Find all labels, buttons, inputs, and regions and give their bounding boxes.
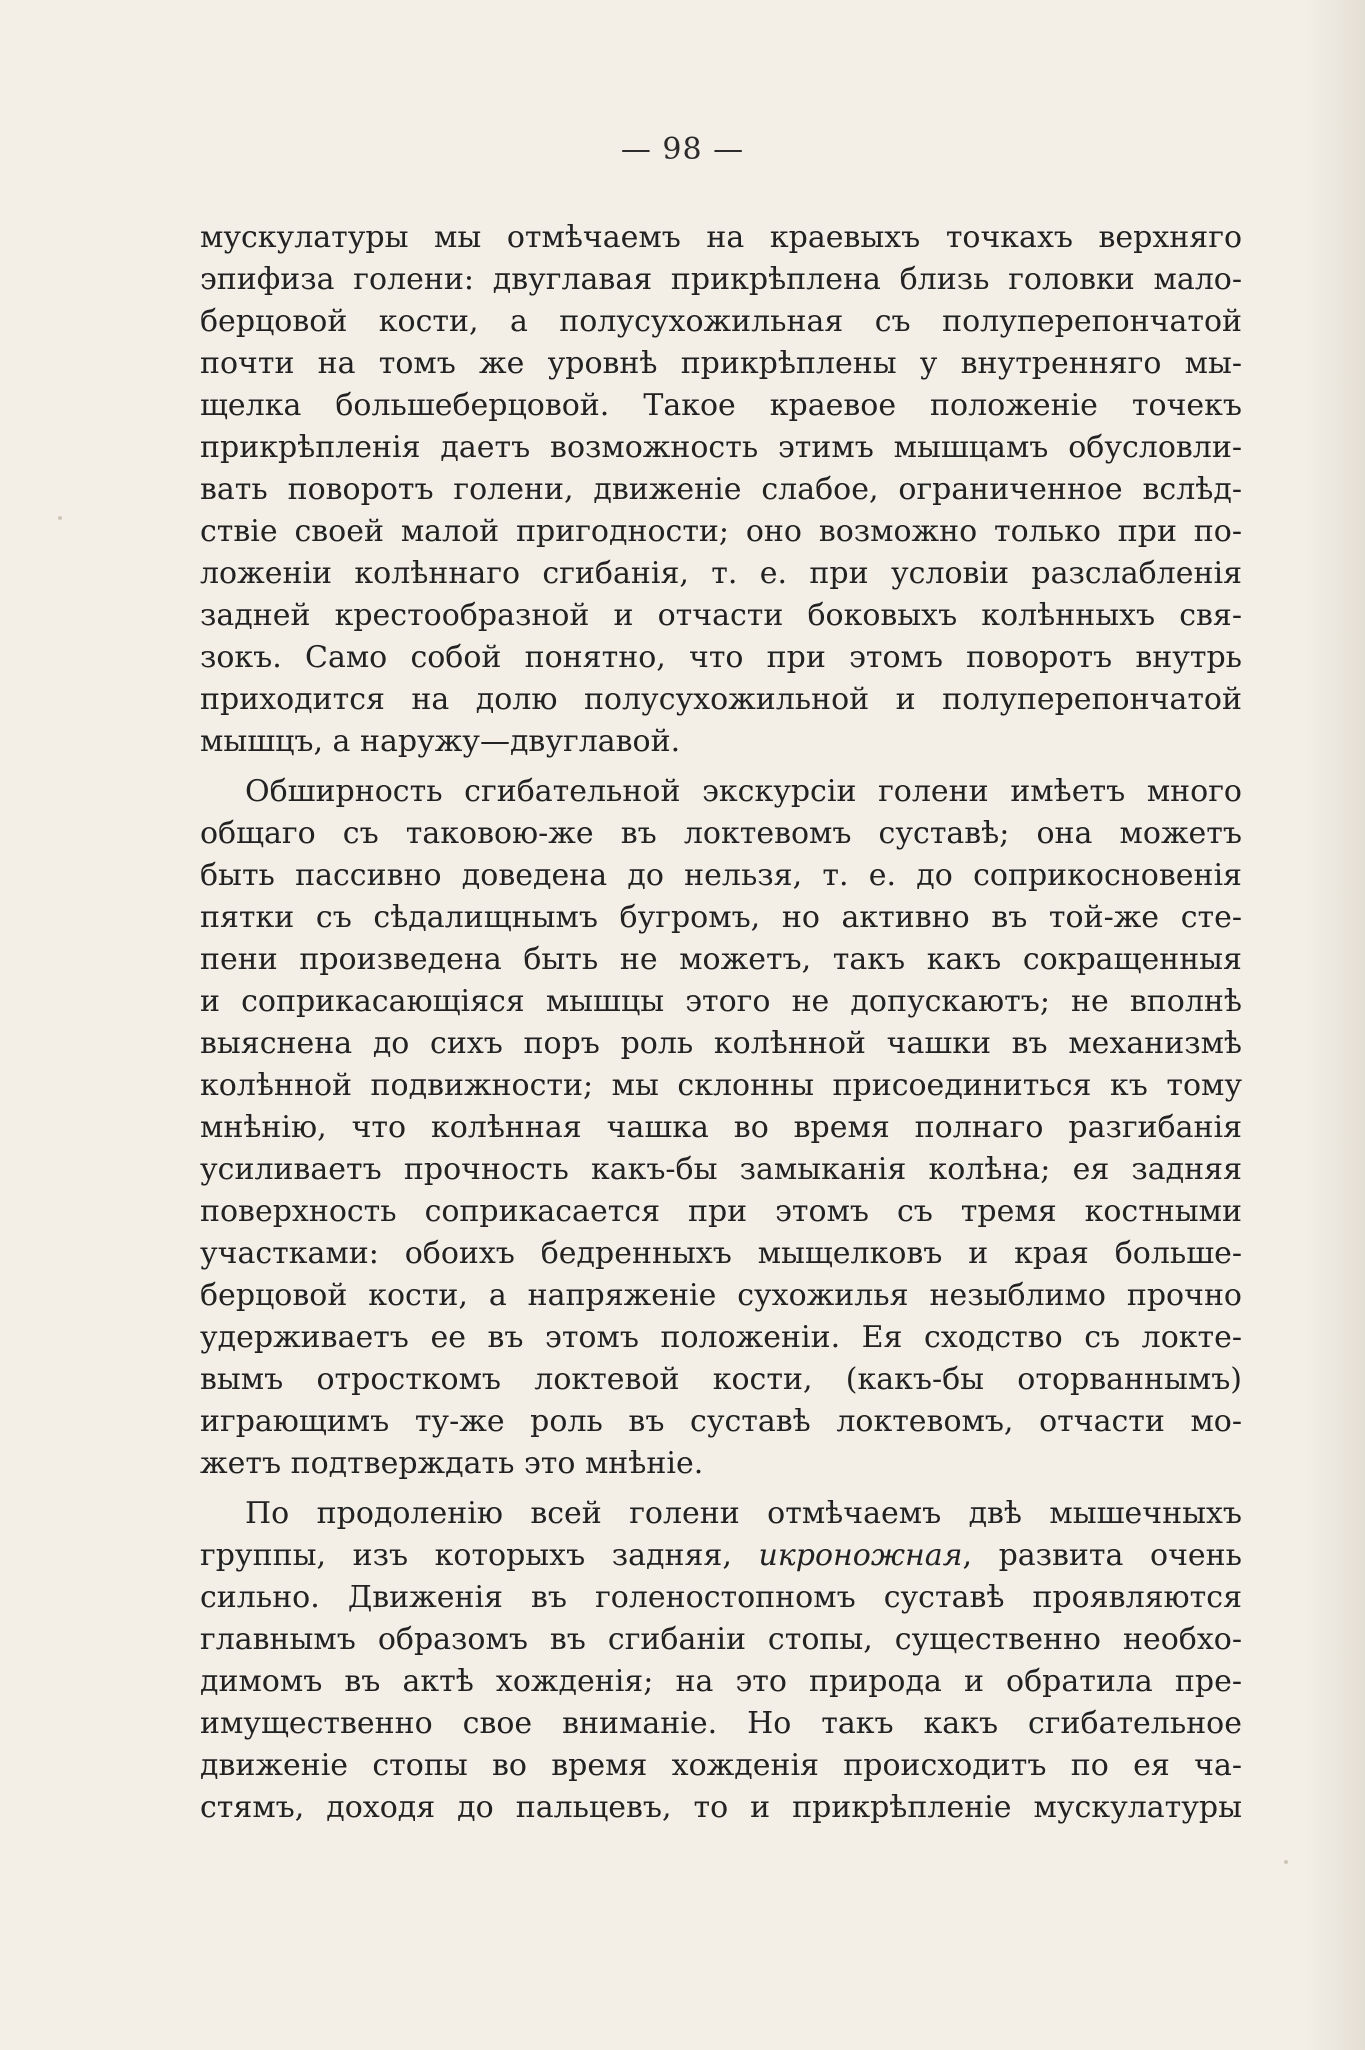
- text-line: удерживаетъ ее въ этомъ положенiи. Ея сходство съ локте-: [200, 1320, 1242, 1355]
- text-line: Обширность сгибательной экскурсiи голени имѣетъ много: [245, 774, 1242, 809]
- text-line: участками: обоихъ бедренныхъ мыщелковъ и края больше-: [200, 1236, 1242, 1271]
- text-line: берцовой кости, а напряженiе сухожилья незыблимо прочно: [200, 1278, 1242, 1313]
- text-fragment: группы, изъ которыхъ задняя,: [200, 1538, 732, 1573]
- text-line: димомъ въ актѣ хожденiя; на это природа и обратила пре-: [200, 1664, 1242, 1699]
- paragraph-gap: [200, 763, 1242, 771]
- text-line: сильно. Движенiя въ голеностопномъ суставѣ проявляются: [200, 1580, 1242, 1615]
- text-line: вымъ отросткомъ локтевой кости, (какъ-бы оторваннымъ): [200, 1362, 1242, 1397]
- text-fragment: , развита очень: [962, 1538, 1242, 1573]
- text-line: мускулатуры мы отмѣчаемъ на краевыхъ точкахъ верхняго: [200, 220, 1242, 255]
- text-line: мышцъ, а наружу—двуглавой.: [200, 724, 681, 759]
- italic-term: икроножная: [758, 1538, 963, 1573]
- paragraph-3: [200, 1493, 1242, 1829]
- text-line: По продоленiю всей голени отмѣчаемъ двѣ мышечныхъ: [245, 1496, 1242, 1531]
- text-line: ложенiи колѣннаго сгибанiя, т. е. при условiи разслабленiя: [200, 556, 1242, 591]
- page-number: — 98 —: [620, 132, 745, 167]
- text-line: и соприкасающiяся мышцы этого не допускаютъ; не вполнѣ: [200, 984, 1242, 1019]
- page-edge-shadow: [1305, 0, 1365, 2050]
- text-line: пятки съ сѣдалищнымъ бугромъ, но активно въ той-же сте-: [200, 900, 1242, 935]
- text-line: приходится на долю полусухожильной и полуперепончатой: [200, 682, 1242, 717]
- text-line: стямъ, доходя до пальцевъ, то и прикрѣпленiе мускулатуры: [200, 1790, 1242, 1825]
- text-line: движенiе стопы во время хожденiя происходитъ по ея ча-: [200, 1748, 1242, 1783]
- paragraph-2: [200, 771, 1242, 1485]
- text-line: поверхность соприкасается при этомъ съ тремя костными: [200, 1194, 1242, 1229]
- text-line: задней крестообразной и отчасти боковыхъ колѣнныхъ свя-: [200, 598, 1242, 633]
- text-line: общаго съ таковою-же въ локтевомъ суставѣ; она можетъ: [200, 816, 1242, 851]
- text-line: усиливаетъ прочность какъ-бы замыканiя колѣна; ея задняя: [200, 1152, 1242, 1187]
- paper-speck: [1284, 1860, 1288, 1864]
- text-line: играющимъ ту-же роль въ суставѣ локтевомъ, отчасти мо-: [200, 1404, 1242, 1439]
- text-line: почти на томъ же уровнѣ прикрѣплены у внутренняго мы-: [200, 346, 1242, 381]
- text-line: эпифиза голени: двуглавая прикрѣплена близь головки мало-: [200, 262, 1242, 297]
- text-line-with-italic: [200, 1535, 1242, 1577]
- text-line: зокъ. Само собой понятно, что при этомъ поворотъ внутрь: [200, 640, 1242, 675]
- text-line: мнѣнiю, что колѣнная чашка во время полнаго разгибанiя: [200, 1110, 1242, 1145]
- body-text: [200, 217, 1242, 1829]
- text-line: главнымъ образомъ въ сгибанiи стопы, существенно необхо-: [200, 1622, 1242, 1657]
- paragraph-1: [200, 217, 1242, 763]
- text-line: ствiе своей малой пригодности; оно возможно только при по-: [200, 514, 1242, 549]
- text-line: вать поворотъ голени, движенiе слабое, ограниченное вслѣд-: [200, 472, 1242, 507]
- text-line: выяснена до сихъ поръ роль колѣнной чашки въ механизмѣ: [200, 1026, 1242, 1061]
- text-line: пени произведена быть не можетъ, такъ какъ сокращенныя: [200, 942, 1242, 977]
- text-line: берцовой кости, а полусухожильная съ полуперепончатой: [200, 304, 1242, 339]
- paragraph-gap: [200, 1485, 1242, 1493]
- text-line: имущественно свое вниманiе. Но такъ какъ сгибательное: [200, 1706, 1242, 1741]
- text-line: прикрѣпленiя даетъ возможность этимъ мышцамъ обусловли-: [200, 430, 1242, 465]
- text-line: быть пассивно доведена до нельзя, т. е. до соприкосновенiя: [200, 858, 1242, 893]
- paper-speck: [58, 516, 62, 520]
- text-line: колѣнной подвижности; мы склонны присоединиться къ тому: [200, 1068, 1242, 1103]
- text-line: жетъ подтверждать это мнѣнiе.: [200, 1446, 704, 1481]
- text-line: щелка большеберцовой. Такое краевое положенiе точекъ: [200, 388, 1242, 423]
